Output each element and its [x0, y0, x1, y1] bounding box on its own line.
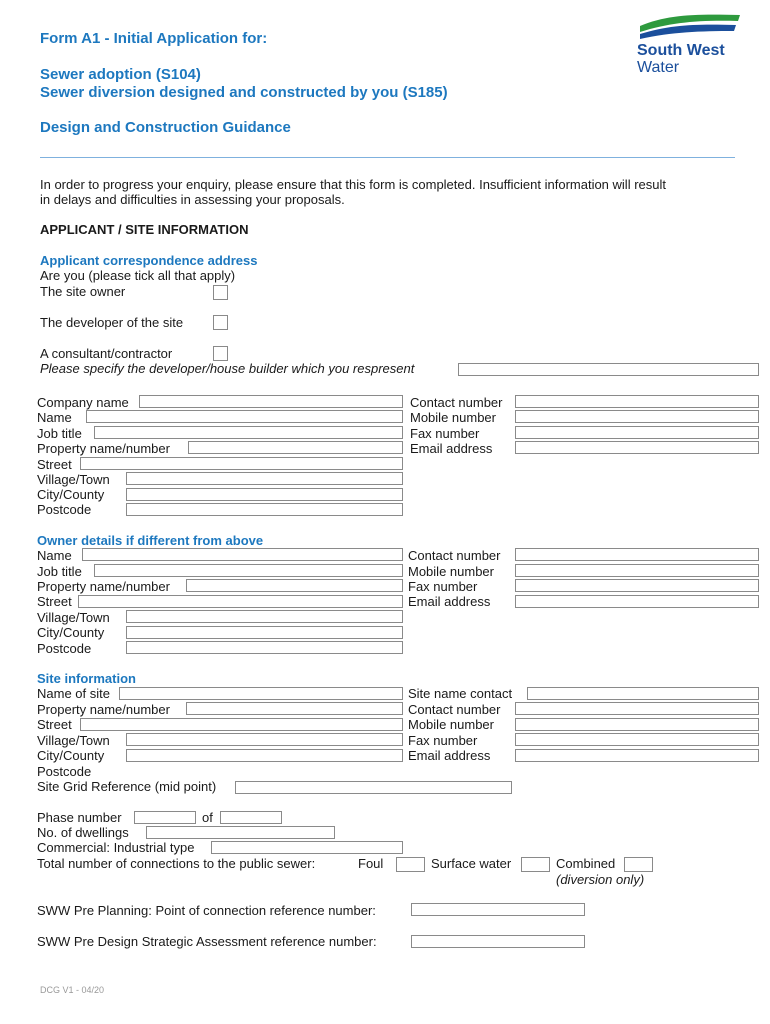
phase-label: Phase number [37, 810, 122, 825]
owner-street-label: Street [37, 594, 72, 609]
name-label: Name [37, 410, 72, 425]
specify-label: Please specify the developer/house builder which you respresent [40, 361, 415, 376]
grid-ref-input[interactable] [235, 781, 512, 794]
applicant-section-heading: APPLICANT / SITE INFORMATION [40, 222, 249, 237]
owner-fax-input[interactable] [515, 579, 759, 592]
contact-number-input[interactable] [515, 395, 759, 408]
owner-mobile-input[interactable] [515, 564, 759, 577]
header-divider [40, 157, 735, 158]
owner-village-label: Village/Town [37, 610, 110, 625]
company-name-label: Company name [37, 395, 129, 410]
developer-checkbox[interactable] [213, 315, 228, 330]
site-village-input[interactable] [126, 733, 403, 746]
property-label: Property name/number [37, 441, 170, 456]
site-property-label: Property name/number [37, 702, 170, 717]
psa-reference-label: SWW Pre Design Strategic Assessment reference number: [37, 934, 377, 949]
consultant-label: A consultant/contractor [40, 346, 173, 361]
email-label: Email address [410, 441, 493, 456]
postcode-input[interactable] [126, 503, 403, 516]
owner-city-input[interactable] [126, 626, 403, 639]
site-owner-label: The site owner [40, 284, 126, 299]
owner-postcode-input[interactable] [126, 641, 403, 654]
owner-mobile-label: Mobile number [408, 564, 494, 579]
grid-ref-label: Site Grid Reference (mid point) [37, 779, 217, 794]
site-fax-label: Fax number [408, 733, 478, 748]
site-email-input[interactable] [515, 749, 759, 762]
street-label: Street [37, 457, 72, 472]
site-property-input[interactable] [186, 702, 403, 715]
dwellings-label: No. of dwellings [37, 825, 129, 840]
job-title-label: Job title [37, 426, 82, 441]
surface-water-label: Surface water [431, 856, 512, 871]
applicant-address-heading: Applicant correspondence address [40, 253, 258, 268]
site-owner-checkbox[interactable] [213, 285, 228, 300]
site-street-label: Street [37, 717, 72, 732]
commercial-input[interactable] [211, 841, 403, 854]
owner-village-input[interactable] [126, 610, 403, 623]
surface-water-input[interactable] [521, 857, 550, 872]
site-name-contact-input[interactable] [527, 687, 759, 700]
contact-number-label: Contact number [410, 395, 503, 410]
form-title: Form A1 - Initial Application for: [40, 30, 268, 47]
diversion-only-note: (diversion only) [556, 872, 645, 887]
owner-fax-label: Fax number [408, 579, 478, 594]
fax-number-label: Fax number [410, 426, 480, 441]
logo-text-line2: Water [637, 59, 680, 76]
foul-label: Foul [358, 856, 384, 871]
intro-line-1: In order to progress your enquiry, please ensure that this form is completed. Insufficient information will result [40, 177, 666, 192]
email-input[interactable] [515, 441, 759, 454]
owner-name-label: Name [37, 548, 72, 563]
tick-prompt: Are you (please tick all that apply) [40, 268, 236, 283]
site-email-label: Email address [408, 748, 491, 763]
phase-input[interactable] [134, 811, 196, 824]
developer-builder-input[interactable] [458, 363, 759, 376]
consultant-checkbox[interactable] [213, 346, 228, 361]
name-input[interactable] [86, 410, 403, 423]
site-contact-input[interactable] [515, 702, 759, 715]
connections-label: Total number of connections to the public sewer: [37, 856, 316, 871]
site-mobile-input[interactable] [515, 718, 759, 731]
form-subtitle-s185: Sewer diversion designed and constructed by you (S185) [40, 84, 448, 101]
commercial-label: Commercial: Industrial type [37, 840, 195, 855]
developer-label: The developer of the site [40, 315, 184, 330]
document-code: DCG V1 - 04/20 [40, 985, 105, 995]
fax-number-input[interactable] [515, 426, 759, 439]
owner-street-input[interactable] [78, 595, 403, 608]
site-name-label: Name of site [37, 686, 110, 701]
owner-job-title-label: Job title [37, 564, 82, 579]
foul-input[interactable] [396, 857, 425, 872]
owner-email-input[interactable] [515, 595, 759, 608]
site-name-input[interactable] [119, 687, 403, 700]
intro-line-2: in delays and difficulties in assessing your proposals. [40, 192, 345, 207]
village-input[interactable] [126, 472, 403, 485]
site-village-label: Village/Town [37, 733, 110, 748]
city-label: City/County [37, 487, 105, 502]
postcode-label: Postcode [37, 502, 92, 517]
site-contact-label: Contact number [408, 702, 501, 717]
combined-input[interactable] [624, 857, 653, 872]
company-name-input[interactable] [139, 395, 403, 408]
site-name-contact-label: Site name contact [408, 686, 513, 701]
owner-job-title-input[interactable] [94, 564, 403, 577]
psa-reference-input[interactable] [411, 935, 585, 948]
phase-total-input[interactable] [220, 811, 282, 824]
owner-contact-input[interactable] [515, 548, 759, 561]
owner-name-input[interactable] [82, 548, 403, 561]
combined-label: Combined [556, 856, 616, 871]
site-city-input[interactable] [126, 749, 403, 762]
owner-section-heading: Owner details if different from above [37, 533, 264, 548]
village-label: Village/Town [37, 472, 110, 487]
owner-property-input[interactable] [186, 579, 403, 592]
site-postcode-label: Postcode [37, 764, 92, 779]
site-mobile-label: Mobile number [408, 717, 494, 732]
owner-contact-label: Contact number [408, 548, 501, 563]
job-title-input[interactable] [94, 426, 403, 439]
owner-property-label: Property name/number [37, 579, 170, 594]
phase-of-label: of [202, 810, 213, 825]
city-input[interactable] [126, 488, 403, 501]
poc-reference-label: SWW Pre Planning: Point of connection reference number: [37, 903, 376, 918]
logo-text-line1: South West [637, 42, 725, 59]
street-input[interactable] [80, 457, 403, 470]
site-street-input[interactable] [80, 718, 403, 731]
poc-reference-input[interactable] [411, 903, 585, 916]
mobile-number-label: Mobile number [410, 410, 496, 425]
dwellings-input[interactable] [146, 826, 335, 839]
guidance-title: Design and Construction Guidance [40, 119, 291, 136]
mobile-number-input[interactable] [515, 410, 759, 423]
wave-logo-icon [638, 12, 742, 40]
form-subtitle-s104: Sewer adoption (S104) [40, 66, 201, 83]
site-fax-input[interactable] [515, 733, 759, 746]
owner-city-label: City/County [37, 625, 105, 640]
property-input[interactable] [188, 441, 403, 454]
site-city-label: City/County [37, 748, 105, 763]
site-section-heading: Site information [37, 671, 136, 686]
owner-postcode-label: Postcode [37, 641, 92, 656]
owner-email-label: Email address [408, 594, 491, 609]
